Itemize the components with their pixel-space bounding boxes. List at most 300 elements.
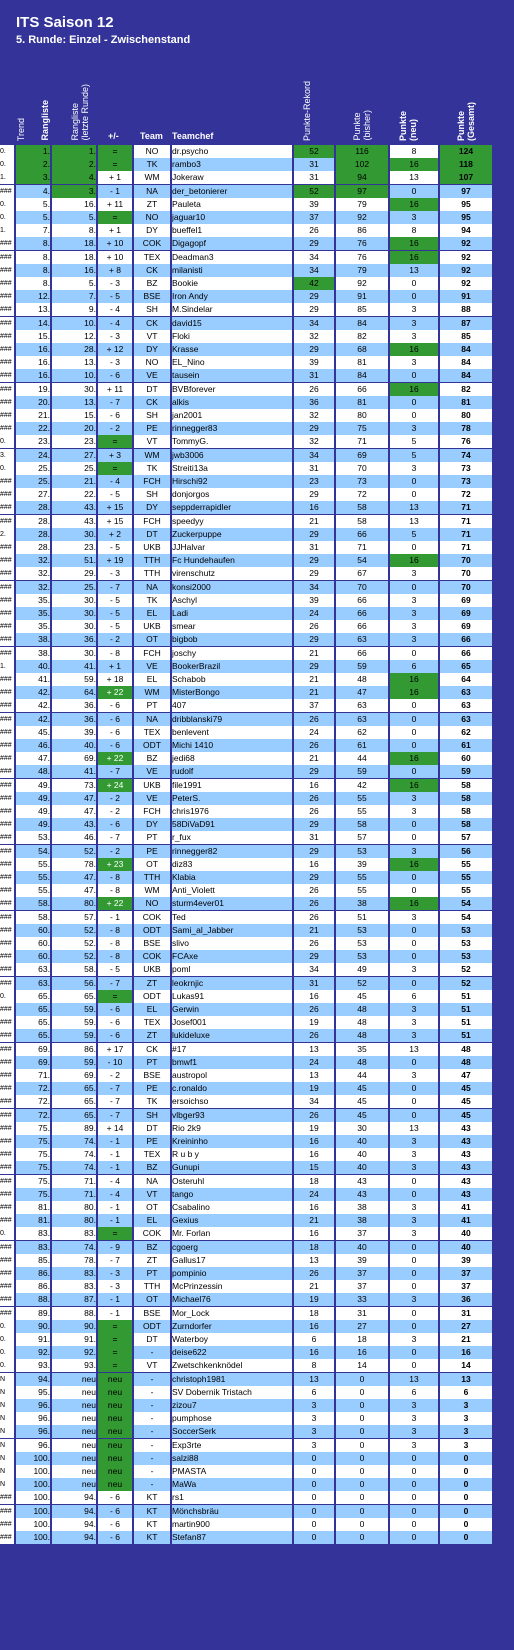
cell-trend: ### bbox=[0, 699, 14, 712]
cell-gesamt: 43 bbox=[440, 1148, 492, 1161]
cell-trend: ### bbox=[0, 739, 14, 752]
table-row bbox=[0, 330, 514, 343]
cell-trend: ### bbox=[0, 1175, 14, 1188]
cell-neu: 0 bbox=[390, 1505, 438, 1518]
cell-rekord: 26 bbox=[294, 1109, 334, 1122]
cell-bisher: 84 bbox=[336, 369, 388, 382]
cell-rang-letzte: 74. bbox=[52, 1161, 96, 1174]
cell-teamchef: PMASTA bbox=[172, 1465, 292, 1478]
cell-rang-letzte: 59. bbox=[52, 1016, 96, 1029]
cell-plusminus: - 2 bbox=[98, 633, 132, 646]
cell-teamchef: Anti_Violett bbox=[172, 884, 292, 897]
cell-plusminus: - 5 bbox=[98, 290, 132, 303]
cell-teamchef: cgoerg bbox=[172, 1241, 292, 1254]
cell-neu: 0 bbox=[390, 924, 438, 937]
cell-rang-letzte: 36. bbox=[52, 713, 96, 726]
cell-rekord: 16 bbox=[294, 990, 334, 1003]
cell-rekord: 0 bbox=[294, 1505, 334, 1518]
cell-gesamt: 69 bbox=[440, 607, 492, 620]
cell-teamchef: Jokeraw bbox=[172, 171, 292, 184]
cell-trend: ### bbox=[0, 713, 14, 726]
cell-team: NO bbox=[134, 211, 170, 224]
table-row bbox=[0, 435, 514, 448]
cell-team: ODT bbox=[134, 990, 170, 1003]
cell-teamchef: joschy bbox=[172, 647, 292, 660]
cell-rang-letzte: 74. bbox=[52, 1148, 96, 1161]
cell-plusminus: + 15 bbox=[98, 515, 132, 528]
cell-trend: ### bbox=[0, 264, 14, 277]
cell-bisher: 71 bbox=[336, 541, 388, 554]
cell-plusminus: - 4 bbox=[98, 317, 132, 330]
cell-gesamt: 16 bbox=[440, 1346, 492, 1359]
cell-teamchef: MaWa bbox=[172, 1478, 292, 1491]
cell-teamchef: bmwf1 bbox=[172, 1056, 292, 1069]
cell-bisher: 59 bbox=[336, 765, 388, 778]
cell-bisher: 45 bbox=[336, 1082, 388, 1095]
cell-gesamt: 55 bbox=[440, 871, 492, 884]
cell-trend: ### bbox=[0, 501, 14, 514]
cell-plusminus: = bbox=[98, 158, 132, 171]
cell-bisher: 80 bbox=[336, 409, 388, 422]
cell-plusminus: - 5 bbox=[98, 620, 132, 633]
cell-neu: 13 bbox=[390, 1373, 438, 1386]
cell-neu: 0 bbox=[390, 1188, 438, 1201]
header-teamchef: Teamchef bbox=[172, 131, 214, 141]
cell-gesamt: 85 bbox=[440, 330, 492, 343]
cell-rang-letzte: 90. bbox=[52, 1320, 96, 1333]
header-team: Team bbox=[140, 131, 163, 141]
cell-plusminus: + 19 bbox=[98, 554, 132, 567]
cell-rang: 13. bbox=[16, 303, 50, 316]
cell-rang: 35. bbox=[16, 620, 50, 633]
cell-rekord: 16 bbox=[294, 779, 334, 792]
cell-gesamt: 65 bbox=[440, 660, 492, 673]
cell-gesamt: 84 bbox=[440, 356, 492, 369]
cell-gesamt: 97 bbox=[440, 185, 492, 198]
cell-rang: 27. bbox=[16, 488, 50, 501]
cell-gesamt: 66 bbox=[440, 647, 492, 660]
cell-trend: ### bbox=[0, 317, 14, 330]
cell-plusminus: - 7 bbox=[98, 1095, 132, 1108]
cell-rekord: 29 bbox=[294, 343, 334, 356]
cell-bisher: 0 bbox=[336, 1412, 388, 1425]
cell-rang: 40. bbox=[16, 660, 50, 673]
cell-team: WM bbox=[134, 686, 170, 699]
cell-plusminus: neu bbox=[98, 1465, 132, 1478]
cell-teamchef: Michi 1410 bbox=[172, 739, 292, 752]
cell-gesamt: 0 bbox=[440, 1452, 492, 1465]
table-row bbox=[0, 317, 514, 330]
cell-neu: 3 bbox=[390, 1069, 438, 1082]
cell-rang: 14. bbox=[16, 317, 50, 330]
cell-rang-letzte: 69. bbox=[52, 1069, 96, 1082]
cell-rang: 63. bbox=[16, 977, 50, 990]
cell-gesamt: 0 bbox=[440, 1518, 492, 1531]
cell-rekord: 13 bbox=[294, 1043, 334, 1056]
cell-gesamt: 88 bbox=[440, 303, 492, 316]
cell-rang: 42. bbox=[16, 713, 50, 726]
cell-neu: 3 bbox=[390, 1439, 438, 1452]
cell-teamchef: SV Dobernik Tristach bbox=[172, 1386, 292, 1399]
cell-gesamt: 64 bbox=[440, 673, 492, 686]
cell-bisher: 38 bbox=[336, 1214, 388, 1227]
cell-rang-letzte: 83. bbox=[52, 1280, 96, 1293]
cell-rekord: 29 bbox=[294, 845, 334, 858]
cell-gesamt: 14 bbox=[440, 1359, 492, 1372]
cell-rang: 46. bbox=[16, 739, 50, 752]
cell-rang-letzte: 36. bbox=[52, 633, 96, 646]
cell-rang-letzte: 47. bbox=[52, 805, 96, 818]
cell-plusminus: - 2 bbox=[98, 845, 132, 858]
cell-gesamt: 0 bbox=[440, 1465, 492, 1478]
cell-rekord: 26 bbox=[294, 805, 334, 818]
cell-rang: 90. bbox=[16, 1320, 50, 1333]
cell-bisher: 81 bbox=[336, 396, 388, 409]
cell-gesamt: 40 bbox=[440, 1227, 492, 1240]
cell-neu: 0 bbox=[390, 396, 438, 409]
cell-plusminus: - 2 bbox=[98, 422, 132, 435]
cell-rang-letzte: 93. bbox=[52, 1359, 96, 1372]
cell-team: - bbox=[134, 1452, 170, 1465]
cell-team: PT bbox=[134, 699, 170, 712]
cell-teamchef: Gerwin bbox=[172, 1003, 292, 1016]
cell-rang-letzte: 20. bbox=[52, 422, 96, 435]
table-row bbox=[0, 198, 514, 211]
cell-rang-letzte: 2. bbox=[52, 158, 96, 171]
table-row bbox=[0, 990, 514, 1003]
cell-gesamt: 58 bbox=[440, 805, 492, 818]
cell-teamchef: leokrnjic bbox=[172, 977, 292, 990]
cell-rang: 8. bbox=[16, 237, 50, 250]
cell-rang-letzte: 5. bbox=[52, 277, 96, 290]
cell-gesamt: 73 bbox=[440, 462, 492, 475]
cell-teamchef: christoph1981 bbox=[172, 1373, 292, 1386]
table-row bbox=[0, 647, 514, 660]
cell-neu: 3 bbox=[390, 633, 438, 646]
cell-rang-letzte: 86. bbox=[52, 1043, 96, 1056]
cell-neu: 3 bbox=[390, 620, 438, 633]
cell-team: - bbox=[134, 1399, 170, 1412]
cell-rang: 58. bbox=[16, 897, 50, 910]
cell-rang: 91. bbox=[16, 1333, 50, 1346]
cell-rang: 72. bbox=[16, 1095, 50, 1108]
cell-team: PE bbox=[134, 422, 170, 435]
cell-bisher: 0 bbox=[336, 1518, 388, 1531]
cell-team: ZT bbox=[134, 1254, 170, 1267]
cell-rekord: 29 bbox=[294, 818, 334, 831]
cell-rekord: 32 bbox=[294, 435, 334, 448]
cell-rekord: 26 bbox=[294, 937, 334, 950]
cell-rekord: 24 bbox=[294, 1188, 334, 1201]
cell-neu: 16 bbox=[390, 158, 438, 171]
table-row bbox=[0, 739, 514, 752]
cell-plusminus: - 6 bbox=[98, 1531, 132, 1544]
cell-neu: 0 bbox=[390, 1307, 438, 1320]
cell-trend: ### bbox=[0, 251, 14, 264]
cell-teamchef: Zuckerpuppe bbox=[172, 528, 292, 541]
table-row bbox=[0, 924, 514, 937]
cell-rang: 75. bbox=[16, 1161, 50, 1174]
cell-rang-letzte: 92. bbox=[52, 1346, 96, 1359]
cell-rang: 81. bbox=[16, 1201, 50, 1214]
cell-trend: ### bbox=[0, 1095, 14, 1108]
table-row bbox=[0, 1531, 514, 1544]
cell-gesamt: 71 bbox=[440, 528, 492, 541]
cell-team: DY bbox=[134, 343, 170, 356]
cell-gesamt: 74 bbox=[440, 449, 492, 462]
cell-neu: 3 bbox=[390, 1227, 438, 1240]
cell-rang-letzte: 74. bbox=[52, 1135, 96, 1148]
cell-rang: 75. bbox=[16, 1135, 50, 1148]
header-neu: Punkte (neu) bbox=[398, 110, 418, 141]
cell-rang-letzte: 56. bbox=[52, 977, 96, 990]
cell-gesamt: 43 bbox=[440, 1175, 492, 1188]
cell-trend: ### bbox=[0, 831, 14, 844]
cell-gesamt: 63 bbox=[440, 686, 492, 699]
cell-teamchef: Waterboy bbox=[172, 1333, 292, 1346]
cell-rang: 85. bbox=[16, 1254, 50, 1267]
cell-neu: 5 bbox=[390, 528, 438, 541]
cell-rang-letzte: 57. bbox=[52, 911, 96, 924]
cell-teamchef: rudolf bbox=[172, 765, 292, 778]
cell-teamchef: Ladi bbox=[172, 607, 292, 620]
table-row bbox=[0, 792, 514, 805]
cell-team: - bbox=[134, 1478, 170, 1491]
cell-team: EL bbox=[134, 607, 170, 620]
cell-teamchef: Gexius bbox=[172, 1214, 292, 1227]
cell-rekord: 26 bbox=[294, 884, 334, 897]
table-row bbox=[0, 1267, 514, 1280]
cell-neu: 0 bbox=[390, 1452, 438, 1465]
cell-bisher: 66 bbox=[336, 647, 388, 660]
cell-trend: ### bbox=[0, 726, 14, 739]
cell-team: - bbox=[134, 1346, 170, 1359]
cell-teamchef: smear bbox=[172, 620, 292, 633]
cell-plusminus: + 22 bbox=[98, 752, 132, 765]
cell-rang: 8. bbox=[16, 264, 50, 277]
cell-plusminus: - 5 bbox=[98, 963, 132, 976]
cell-teamchef: slivo bbox=[172, 937, 292, 950]
table-row bbox=[0, 1135, 514, 1148]
cell-rekord: 37 bbox=[294, 699, 334, 712]
cell-plusminus: - 1 bbox=[98, 1214, 132, 1227]
page-title: ITS Saison 12 bbox=[16, 14, 114, 31]
cell-bisher: 92 bbox=[336, 211, 388, 224]
cell-rekord: 29 bbox=[294, 488, 334, 501]
cell-rang: 75. bbox=[16, 1148, 50, 1161]
cell-team: TEX bbox=[134, 1016, 170, 1029]
cell-plusminus: - 3 bbox=[98, 1267, 132, 1280]
cell-trend: N bbox=[0, 1439, 14, 1452]
cell-rang-letzte: 30. bbox=[52, 528, 96, 541]
cell-team: - bbox=[134, 1386, 170, 1399]
cell-plusminus: neu bbox=[98, 1439, 132, 1452]
table-row bbox=[0, 1148, 514, 1161]
cell-gesamt: 76 bbox=[440, 435, 492, 448]
cell-teamchef: vlbger93 bbox=[172, 1109, 292, 1122]
cell-neu: 3 bbox=[390, 422, 438, 435]
cell-bisher: 35 bbox=[336, 1043, 388, 1056]
cell-plusminus: - 5 bbox=[98, 607, 132, 620]
cell-neu: 0 bbox=[390, 409, 438, 422]
cell-trend: 3. bbox=[0, 449, 14, 462]
cell-team: COK bbox=[134, 950, 170, 963]
table-row bbox=[0, 1188, 514, 1201]
table-row bbox=[0, 1452, 514, 1465]
cell-bisher: 31 bbox=[336, 1307, 388, 1320]
cell-bisher: 66 bbox=[336, 607, 388, 620]
cell-trend: N bbox=[0, 1452, 14, 1465]
cell-rekord: 29 bbox=[294, 950, 334, 963]
cell-neu: 13 bbox=[390, 1122, 438, 1135]
table-row bbox=[0, 185, 514, 198]
cell-bisher: 48 bbox=[336, 1029, 388, 1042]
table-row bbox=[0, 145, 514, 158]
cell-bisher: 37 bbox=[336, 1267, 388, 1280]
cell-rang: 100. bbox=[16, 1452, 50, 1465]
cell-team: OT bbox=[134, 858, 170, 871]
cell-neu: 3 bbox=[390, 303, 438, 316]
cell-bisher: 66 bbox=[336, 383, 388, 396]
cell-rang-letzte: 52. bbox=[52, 845, 96, 858]
cell-trend: ### bbox=[0, 488, 14, 501]
cell-rang-letzte: 25. bbox=[52, 462, 96, 475]
cell-gesamt: 92 bbox=[440, 264, 492, 277]
cell-bisher: 0 bbox=[336, 1399, 388, 1412]
cell-plusminus: neu bbox=[98, 1373, 132, 1386]
cell-teamchef: Exp3rte bbox=[172, 1439, 292, 1452]
table-row bbox=[0, 1095, 514, 1108]
cell-rang-letzte: 43. bbox=[52, 501, 96, 514]
cell-rang: 21. bbox=[16, 409, 50, 422]
table-row bbox=[0, 1505, 514, 1518]
table-row bbox=[0, 871, 514, 884]
cell-rang: 69. bbox=[16, 1056, 50, 1069]
table-row bbox=[0, 1293, 514, 1306]
cell-plusminus: - 5 bbox=[98, 488, 132, 501]
table-row bbox=[0, 607, 514, 620]
cell-rekord: 24 bbox=[294, 726, 334, 739]
cell-rekord: 29 bbox=[294, 554, 334, 567]
cell-rekord: 21 bbox=[294, 752, 334, 765]
cell-neu: 6 bbox=[390, 990, 438, 1003]
cell-rang-letzte: 16. bbox=[52, 198, 96, 211]
cell-rang-letzte: 3. bbox=[52, 185, 96, 198]
table-row bbox=[0, 660, 514, 673]
cell-plusminus: = bbox=[98, 145, 132, 158]
cell-rekord: 26 bbox=[294, 1003, 334, 1016]
cell-teamchef: file1991 bbox=[172, 779, 292, 792]
cell-teamchef: Osteruhl bbox=[172, 1175, 292, 1188]
cell-neu: 3 bbox=[390, 1399, 438, 1412]
cell-team: DY bbox=[134, 818, 170, 831]
cell-rang-letzte: 13. bbox=[52, 396, 96, 409]
cell-teamchef: Digagopf bbox=[172, 237, 292, 250]
cell-rekord: 34 bbox=[294, 317, 334, 330]
cell-gesamt: 124 bbox=[440, 145, 492, 158]
cell-rekord: 6 bbox=[294, 1386, 334, 1399]
cell-rang-letzte: 30. bbox=[52, 594, 96, 607]
cell-rang-letzte: 65. bbox=[52, 1095, 96, 1108]
cell-rang-letzte: 83. bbox=[52, 1227, 96, 1240]
cell-teamchef: EL_Nino bbox=[172, 356, 292, 369]
cell-gesamt: 48 bbox=[440, 1056, 492, 1069]
cell-plusminus: - 6 bbox=[98, 409, 132, 422]
cell-rekord: 3 bbox=[294, 1399, 334, 1412]
cell-plusminus: = bbox=[98, 462, 132, 475]
cell-plusminus: - 9 bbox=[98, 1241, 132, 1254]
table-row bbox=[0, 779, 514, 792]
cell-rang-letzte: 51. bbox=[52, 554, 96, 567]
cell-trend: ### bbox=[0, 475, 14, 488]
table-row bbox=[0, 1201, 514, 1214]
cell-rekord: 26 bbox=[294, 383, 334, 396]
table-row bbox=[0, 1082, 514, 1095]
table-row bbox=[0, 845, 514, 858]
cell-team: VE bbox=[134, 369, 170, 382]
cell-rang-letzte: neu bbox=[52, 1452, 96, 1465]
cell-rang-letzte: 58. bbox=[52, 963, 96, 976]
cell-teamchef: rinnegger82 bbox=[172, 845, 292, 858]
cell-gesamt: 92 bbox=[440, 277, 492, 290]
cell-bisher: 14 bbox=[336, 1359, 388, 1372]
cell-rang-letzte: 52. bbox=[52, 924, 96, 937]
cell-neu: 0 bbox=[390, 871, 438, 884]
cell-team: BZ bbox=[134, 752, 170, 765]
cell-plusminus: + 2 bbox=[98, 528, 132, 541]
cell-team: - bbox=[134, 1412, 170, 1425]
cell-trend: ### bbox=[0, 897, 14, 910]
cell-trend: ### bbox=[0, 185, 14, 198]
cell-rekord: 26 bbox=[294, 224, 334, 237]
cell-rang-letzte: neu bbox=[52, 1439, 96, 1452]
table-row bbox=[0, 1241, 514, 1254]
cell-trend: 0. bbox=[0, 158, 14, 171]
cell-bisher: 48 bbox=[336, 1003, 388, 1016]
cell-team: PT bbox=[134, 1267, 170, 1280]
cell-plusminus: - 6 bbox=[98, 1505, 132, 1518]
cell-team: VT bbox=[134, 435, 170, 448]
cell-rekord: 26 bbox=[294, 1029, 334, 1042]
cell-neu: 16 bbox=[390, 858, 438, 871]
cell-neu: 0 bbox=[390, 369, 438, 382]
cell-rekord: 31 bbox=[294, 171, 334, 184]
cell-neu: 13 bbox=[390, 515, 438, 528]
cell-gesamt: 43 bbox=[440, 1188, 492, 1201]
cell-neu: 3 bbox=[390, 1214, 438, 1227]
cell-team: NA bbox=[134, 713, 170, 726]
cell-rang: 93. bbox=[16, 1359, 50, 1372]
cell-rang-letzte: 59. bbox=[52, 673, 96, 686]
cell-rang-letzte: 10. bbox=[52, 369, 96, 382]
cell-trend: ### bbox=[0, 805, 14, 818]
cell-gesamt: 82 bbox=[440, 383, 492, 396]
cell-rang: 83. bbox=[16, 1227, 50, 1240]
cell-team: PT bbox=[134, 1056, 170, 1069]
cell-rang: 23. bbox=[16, 435, 50, 448]
cell-neu: 3 bbox=[390, 845, 438, 858]
cell-gesamt: 37 bbox=[440, 1280, 492, 1293]
cell-neu: 0 bbox=[390, 818, 438, 831]
cell-gesamt: 3 bbox=[440, 1439, 492, 1452]
cell-plusminus: + 10 bbox=[98, 251, 132, 264]
cell-rang: 100. bbox=[16, 1531, 50, 1544]
table-row bbox=[0, 620, 514, 633]
cell-rang: 25. bbox=[16, 462, 50, 475]
cell-gesamt: 36 bbox=[440, 1293, 492, 1306]
cell-plusminus: neu bbox=[98, 1412, 132, 1425]
cell-plusminus: = bbox=[98, 990, 132, 1003]
